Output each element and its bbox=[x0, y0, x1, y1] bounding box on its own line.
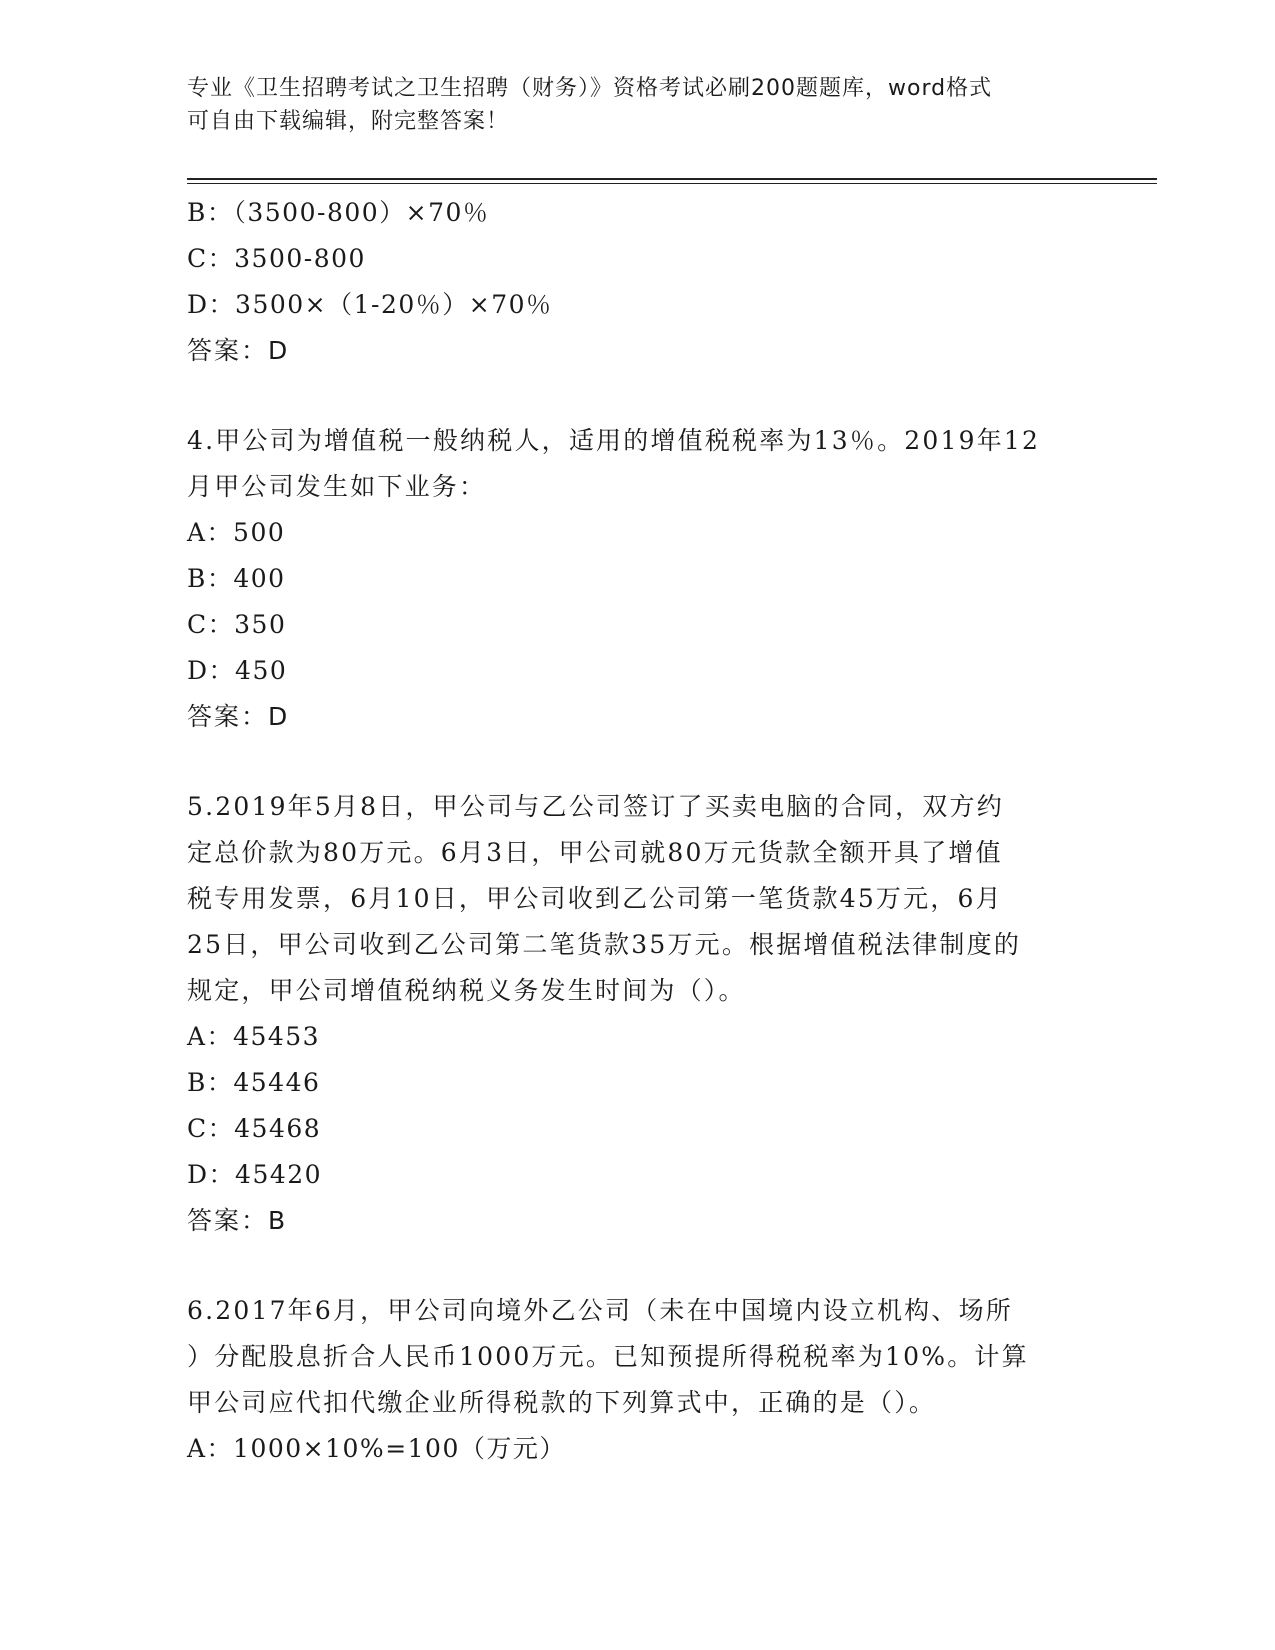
option-a: A：500 bbox=[187, 518, 286, 547]
question-stem-line: 甲公司应代扣代缴企业所得税款的下列算式中，正确的是（）。 bbox=[187, 1388, 937, 1417]
answer-line: 答案：B bbox=[187, 1206, 288, 1235]
question-6 bbox=[187, 1288, 1087, 1472]
answer-line: 答案：D bbox=[187, 336, 290, 365]
question-stem-line: 规定，甲公司增值税纳税义务发生时间为（）。 bbox=[187, 976, 746, 1005]
question-3 bbox=[187, 190, 1087, 374]
question-5 bbox=[187, 784, 1087, 1244]
option-c: C：45468 bbox=[187, 1114, 322, 1143]
option-d: D：450 bbox=[187, 656, 288, 685]
option-b: B：（3500-800）×70％ bbox=[187, 198, 490, 227]
header-title-line-1: 专业《卫生招聘考试之卫生招聘（财务）》资格考试必刷200题题库，word格式 bbox=[187, 76, 993, 101]
option-c: C：3500-800 bbox=[187, 244, 366, 273]
option-d: D：45420 bbox=[187, 1160, 323, 1189]
answer-line: 答案：D bbox=[187, 702, 290, 731]
question-stem-line: 4.甲公司为增值税一般纳税人，适用的增值税税率为13％。2019年12 bbox=[187, 426, 1041, 455]
question-content bbox=[187, 190, 1087, 1472]
option-b: B：400 bbox=[187, 564, 286, 593]
header-rule-thin bbox=[187, 183, 1157, 184]
question-stem-line: 5.2019年5月8日，甲公司与乙公司签订了买卖电脑的合同，双方约 bbox=[187, 792, 1004, 821]
option-a: A：1000×10%=100（万元） bbox=[187, 1434, 566, 1463]
option-c: C：350 bbox=[187, 610, 287, 639]
option-a: A：45453 bbox=[187, 1022, 321, 1051]
option-b: B：45446 bbox=[187, 1068, 321, 1097]
option-d: D：3500×（1-20％）×70％ bbox=[187, 290, 553, 319]
question-stem-line: 25日，甲公司收到乙公司第二笔货款35万元。根据增值税法律制度的 bbox=[187, 930, 1022, 959]
question-4 bbox=[187, 418, 1087, 740]
header-rule-thick bbox=[187, 178, 1157, 180]
question-stem-line: 税专用发票，6月10日，甲公司收到乙公司第一笔货款45万元，6月 bbox=[187, 884, 1003, 913]
question-stem-line: ）分配股息折合人民币1000万元。已知预提所得税税率为10%。计算 bbox=[187, 1342, 1029, 1371]
question-stem-line: 月甲公司发生如下业务： bbox=[187, 472, 487, 501]
header-title-line-2: 可自由下载编辑，附完整答案！ bbox=[187, 109, 510, 134]
page-header bbox=[187, 72, 1067, 138]
question-stem-line: 6.2017年6月，甲公司向境外乙公司（未在中国境内设立机构、场所 bbox=[187, 1296, 1013, 1325]
question-stem-line: 定总价款为80万元。6月3日，甲公司就80万元货款全额开具了增值 bbox=[187, 838, 1003, 867]
